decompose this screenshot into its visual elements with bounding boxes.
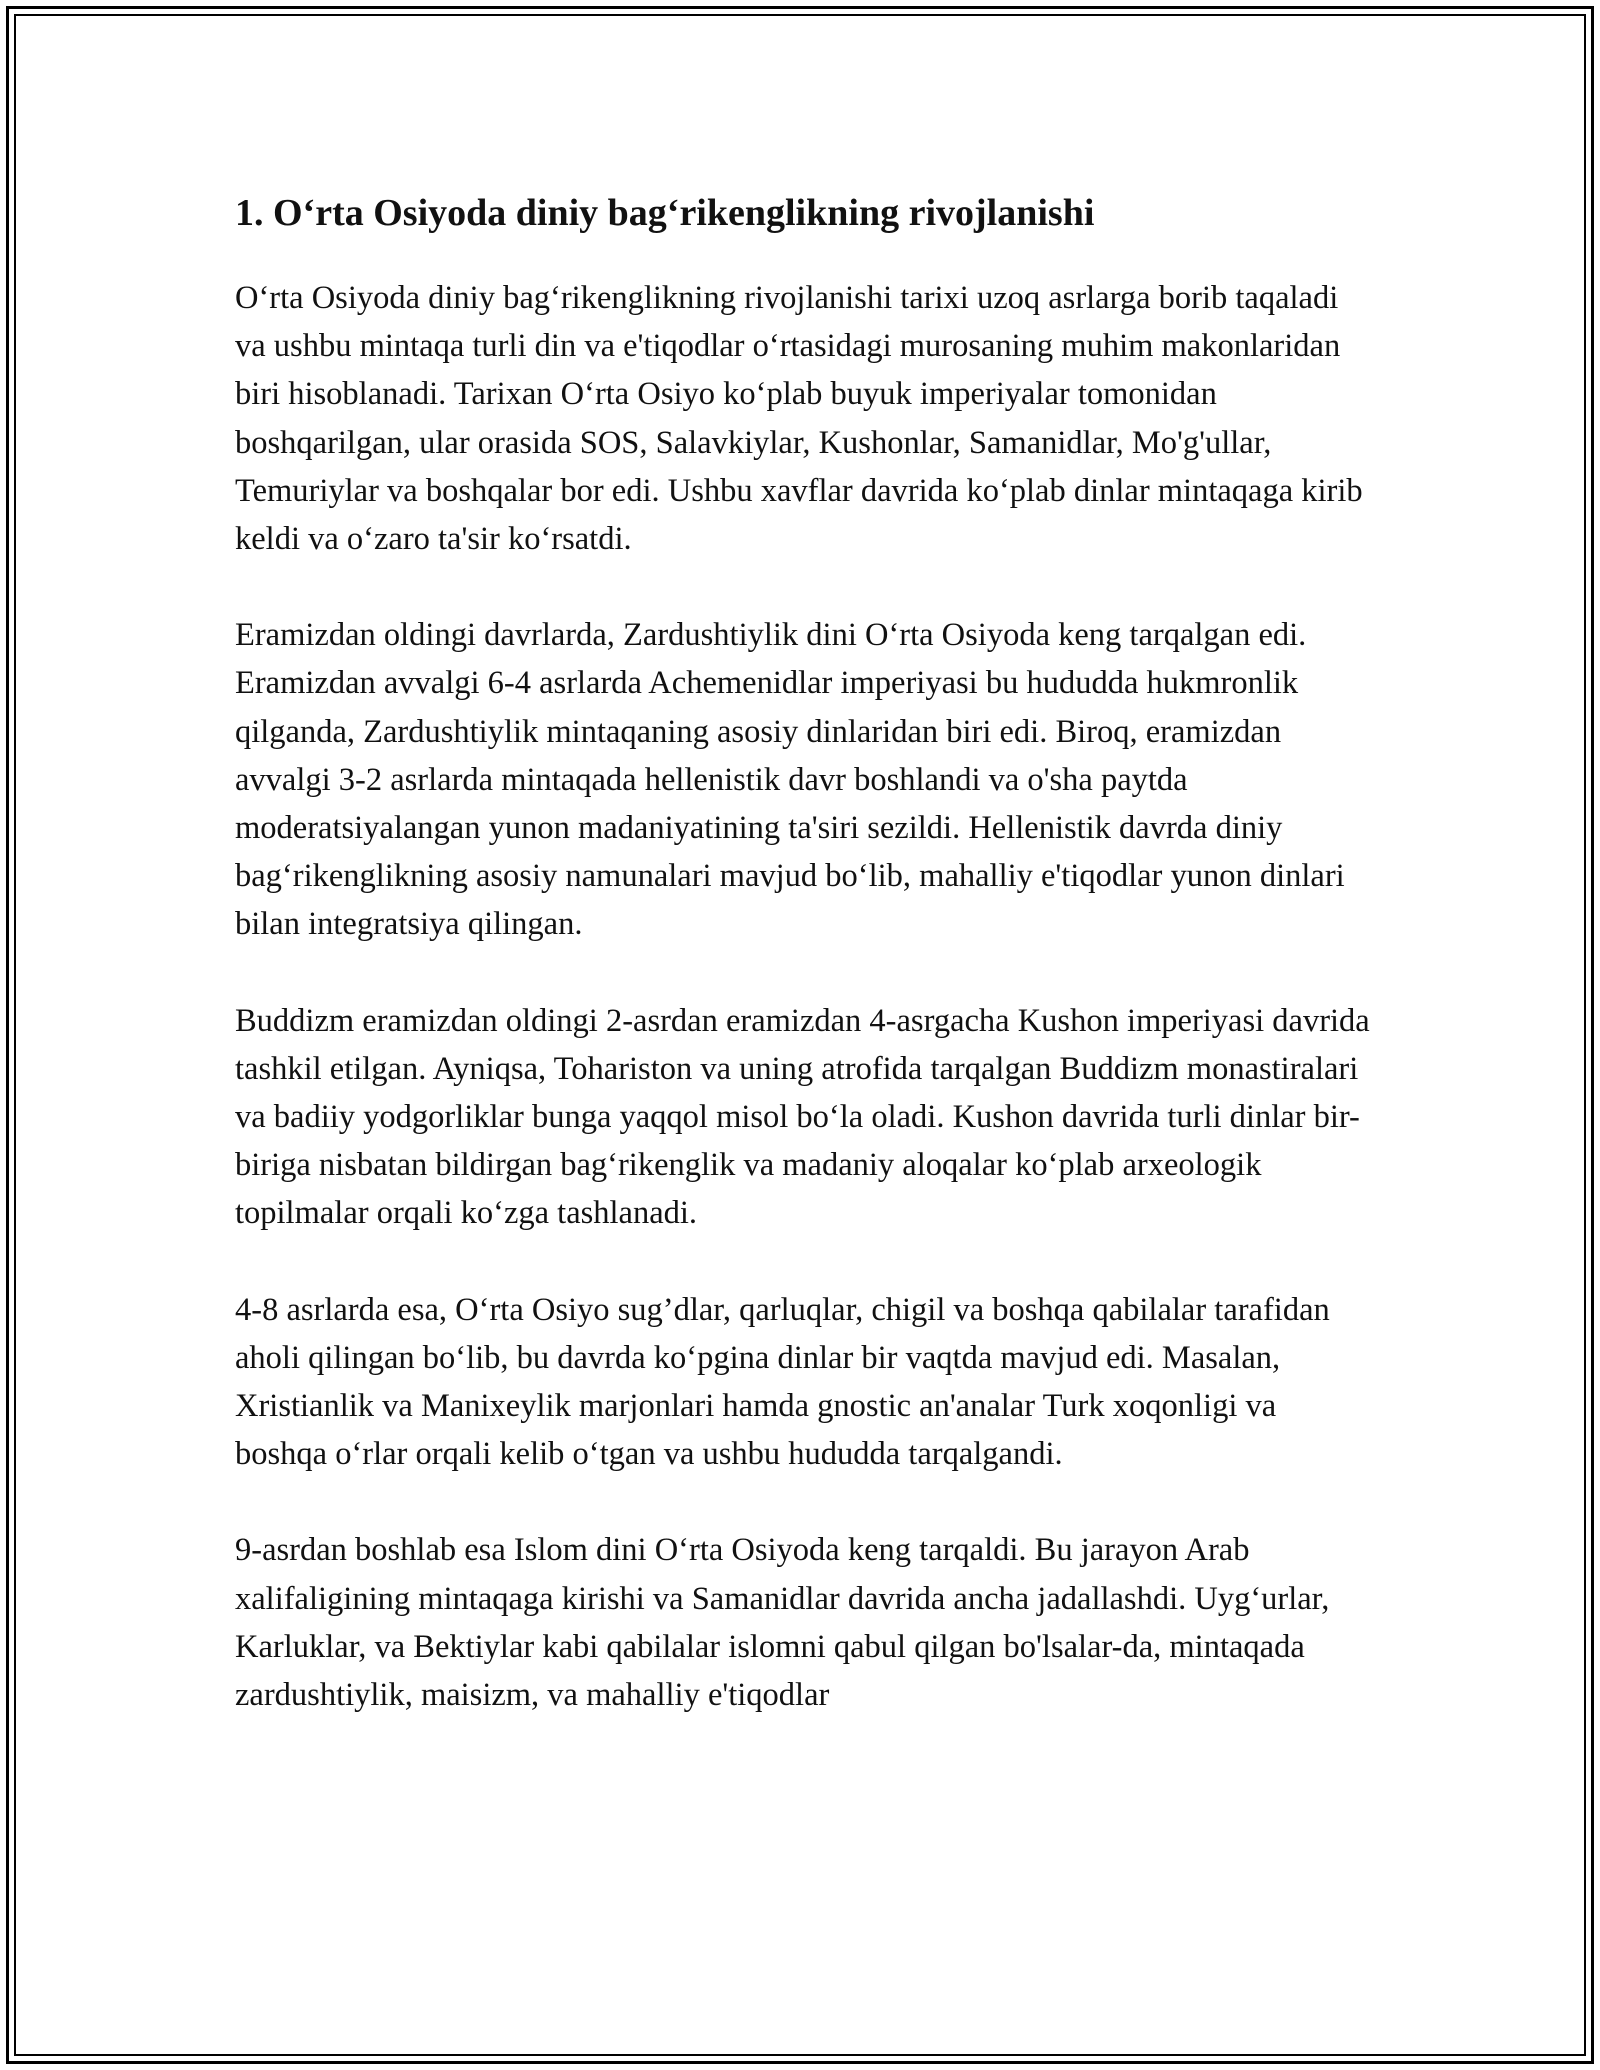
paragraph-2: Eramizdan oldingi davrlarda, Zardushtiylik dini O‘rta Osiyoda keng tarqalgan edi. Eramizdan avvalgi 6-4 asrlarda Achemenidlar imperiyasi bu hududda hukmronlik qilganda, Zardushtiylik mintaqaning asosiy dinlaridan biri edi. Biroq, eramizdan avvalgi 3-2 asrlarda mintaqada hellenistik davr boshlandi va o'sha paytda moderatsiyalangan yunon madaniyatining ta'siri sezildi. Hellenistik davrda diniy bag‘rikenglikning asosiy namunalari mavjud bo‘lib, mahalliy e'tiqodlar yunon dinlari bilan integratsiya qilingan. [235, 617, 1345, 943]
paragraph-5: 9-asrdan boshlab esa Islom dini O‘rta Osiyoda keng tarqaldi. Bu jarayon Arab xalifaligining mintaqaga kirishi va Samanidlar davrida ancha jadallashdi. Uyg‘urlar, Karluklar, va Bektiylar kabi qabilalar islomni qabul qilgan bo'lsalar-da, mintaqada zardushtiylik, maisizm, va mahalliy e'tiqodlar [235, 1532, 1330, 1714]
document-body [235, 184, 1370, 1767]
paragraph-1: O‘rta Osiyoda diniy bag‘rikenglikning rivojlanishi tarixi uzoq asrlarga borib taqaladi va ushbu mintaqa turli din va e'tiqodlar o‘rtasidagi murosaning muhim makonlaridan biri hisoblanadi. Tarixan O‘rta Osiyo ko‘plab buyuk imperiyalar tomonidan boshqarilgan, ular orasida SOS, Salavkiylar, Kushonlar, Samanidlar, Mo'g'ullar, Temuriylar va boshqalar bor edi. Ushbu xavflar davrida ko‘plab dinlar mintaqaga kirib keldi va o‘zaro ta'sir ko‘rsatdi. [235, 280, 1363, 558]
paragraph-3: Buddizm eramizdan oldingi 2-asrdan eramizdan 4-asrgacha Kushon imperiyasi davrida tashkil etilgan. Ayniqsa, Tohariston va uning atrofida tarqalgan Buddizm monastiralari va badiiy yodgorliklar bunga yaqqol misol bo‘la oladi. Kushon davrida turli dinlar bir-biriga nisbatan bildirgan bag‘rikenglik va madaniy aloqalar ko‘plab arxeologik topilmalar orqali ko‘zga tashlanadi. [235, 1002, 1370, 1232]
paragraph-4: 4-8 asrlarda esa, O‘rta Osiyo sug’dlar, qarluqlar, chigil va boshqa qabilalar tarafidan aholi qilingan bo‘lib, bu davrda ko‘pgina dinlar bir vaqtda mavjud edi. Masalan, Xristianlik va Manixeylik marjonlari hamda gnostic an'analar Turk xoqonligi va boshqa o‘rlar orqali kelib o‘tgan va ushbu hududda tarqalgandi. [235, 1291, 1330, 1473]
section-title: 1. O‘rta Osiyoda diniy bag‘rikenglikning rivojlanishi [235, 192, 1095, 234]
